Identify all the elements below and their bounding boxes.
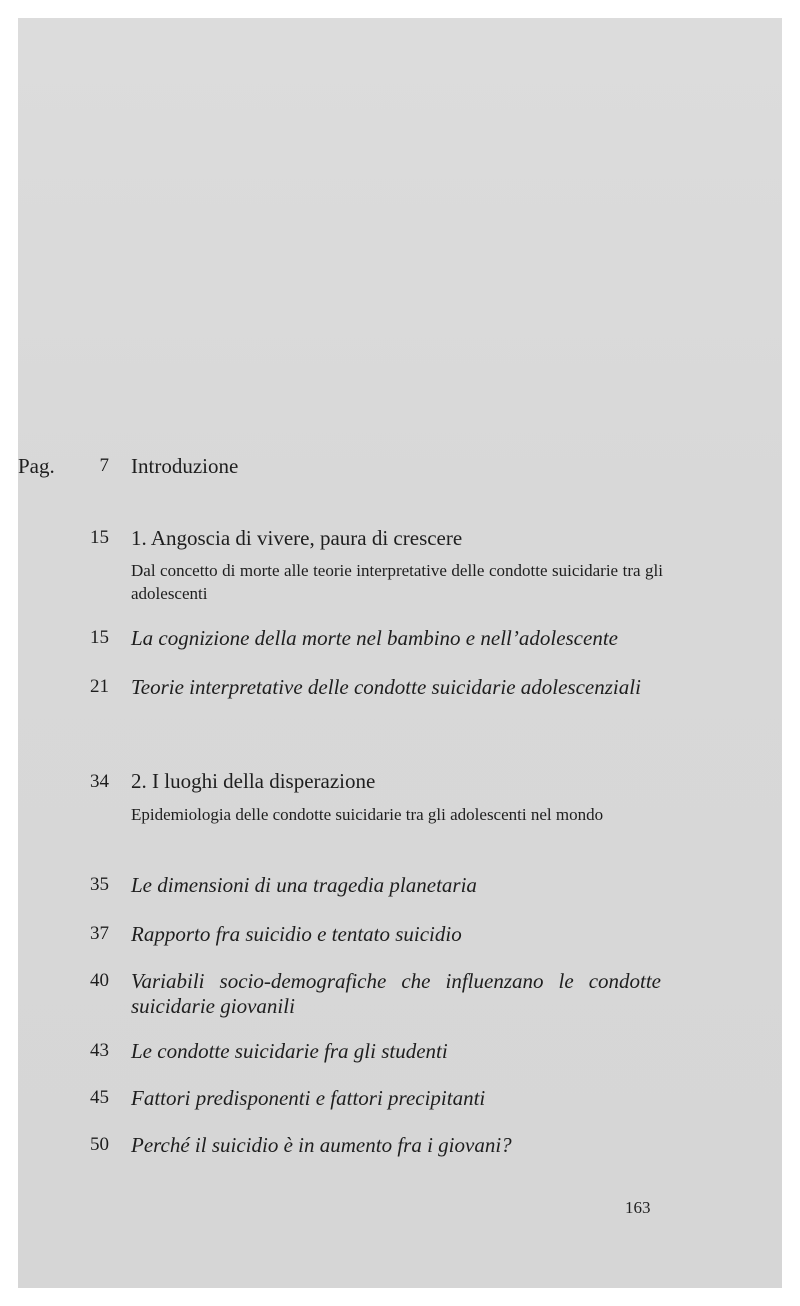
toc-section-title: Variabili socio-demografiche che influenzano le condotte suicidarie giovanili [131,969,661,1018]
pag-label: Pag. [18,454,55,478]
page-folio: 163 [625,1198,651,1217]
toc-page-number: 34 [90,771,109,792]
toc-page-number: 15 [90,627,109,648]
toc-page-number: 50 [90,1134,109,1155]
toc-page-number: 37 [90,923,109,944]
toc-page-number: 45 [90,1087,109,1108]
toc-section-title: Le dimensioni di una tragedia planetaria [131,873,477,897]
toc-page-number: 35 [90,874,109,895]
toc-page-number: 43 [90,1040,109,1061]
toc-section-title: Le condotte suicidarie fra gli studenti [131,1039,448,1063]
toc-section-title: Rapporto fra suicidio e tentato suicidio [131,922,462,946]
toc-chapter-title: 2. I luoghi della disperazione [131,769,376,793]
toc-page-number: 40 [90,970,109,991]
toc-section-title: Perché il suicidio è in aumento fra i giovani? [131,1133,512,1157]
toc-section-title: Fattori predisponenti e fattori precipitanti [131,1086,486,1110]
toc-section-title: Teorie interpretative delle condotte suicidarie adolescenziali [131,675,641,699]
toc-page-number: 21 [90,676,109,697]
toc-chapter-subtitle: Epidemiologia delle condotte suicidarie tra gli adolescenti nel mondo [131,805,604,824]
toc-chapter-title: 1. Angoscia di vivere, paura di crescere [131,526,463,550]
toc-chapter-subtitle: Dal concetto di morte alle teorie interpretative delle condotte suicidarie tra gli adolescenti [131,561,663,603]
toc-page-number: 15 [90,527,109,548]
toc-section-title: La cognizione della morte nel bambino e nell’adolescente [131,626,618,650]
toc-page-number: 7 [99,455,109,476]
toc-entry-title: Introduzione [131,454,239,478]
